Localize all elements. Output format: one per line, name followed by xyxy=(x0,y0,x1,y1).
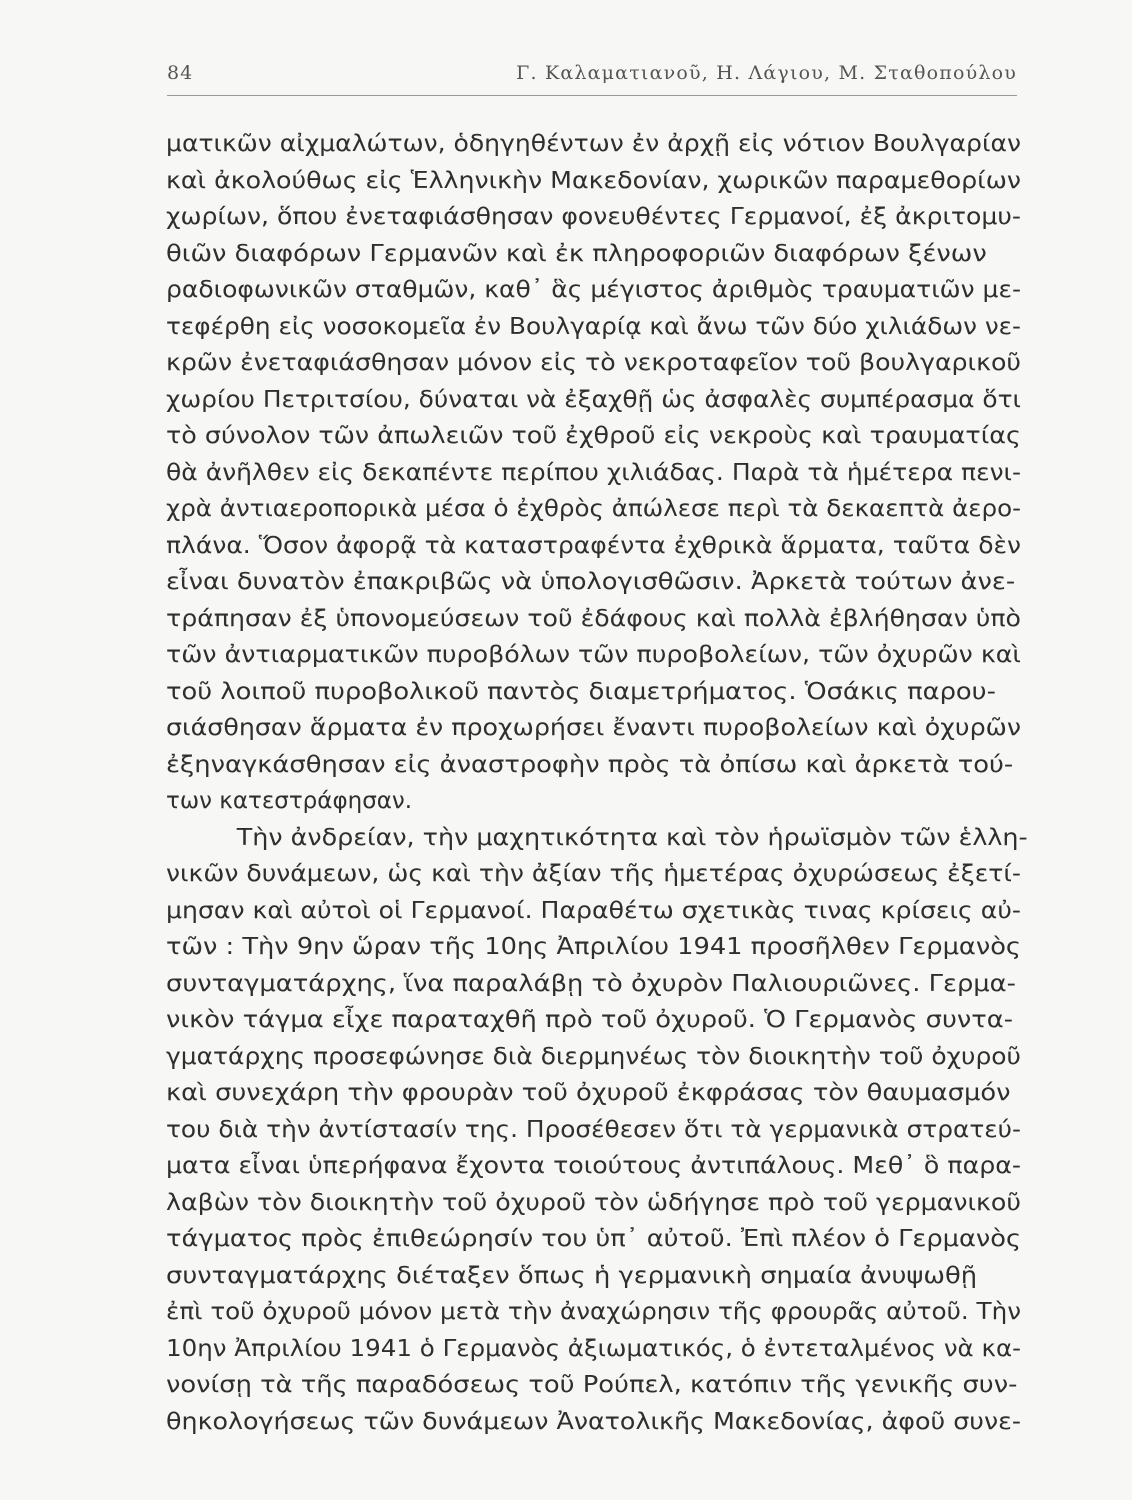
text-line: καὶ συνεχάρη τὴν φρουρὰν τοῦ ὀχυροῦ ἐκφράσας τὸν θαυμασμόν xyxy=(166,1080,1011,1106)
page-header xyxy=(167,58,1017,92)
body-text xyxy=(166,126,1026,1440)
text-line: τῶν ἀντιαρματικῶν πυροβόλων τῶν πυροβολείων, τῶν ὀχυρῶν καὶ xyxy=(166,642,1021,668)
text-line: τῶν : Τὴν 9ην ὥραν τῆς 10ης Ἀπριλίου 1941 προσῆλθεν Γερμανὸς xyxy=(166,934,1022,960)
header-rule xyxy=(167,95,1017,96)
text-line: θιῶν διαφόρων Γερμανῶν καὶ ἐκ πληροφοριῶν διαφόρων ξένων xyxy=(166,240,987,267)
text-line: ἐπὶ τοῦ ὀχυροῦ μόνον μετὰ τὴν ἀναχώρησιν τῆς φρουρᾶς αὐτοῦ. Τὴν xyxy=(166,1299,1021,1325)
text-line: ματα εἶναι ὑπερήφανα ἔχοντα τοιούτους ἀντιπάλους. Μεθ᾽ ὃ παρα- xyxy=(166,1153,1021,1179)
text-line: γματάρχης προσεφώνησε διὰ διερμηνέως τὸν διοικητὴν τοῦ ὀχυροῦ xyxy=(166,1043,1021,1070)
text-line: τὸ σύνολον τῶν ἀπωλειῶν τοῦ ἐχθροῦ εἰς νεκροὺς καὶ τραυματίας xyxy=(166,423,1021,449)
text-line: 10ην Ἀπριλίου 1941 ὁ Γερμανὸς ἀξιωματικός, ὁ ἐντεταλμένος νὰ κα- xyxy=(166,1335,1022,1362)
text-line: χωρίων, ὅπου ἐνεταφιάσθησαν φονευθέντες Γερμανοί, ἐξ ἀκριτομυ- xyxy=(166,204,1021,230)
text-line: τεφέρθη εἰς νοσοκομεῖα ἐν Βουλγαρίᾳ καὶ ἄνω τῶν δύο χιλιάδων νε- xyxy=(166,313,1022,340)
text-line: εἶναι δυνατὸν ἐπακριβῶς νὰ ὑπολογισθῶσιν. Ἀρκετὰ τούτων ἀνε- xyxy=(166,569,1016,595)
text-line: νικὸν τάγμα εἶχε παραταχθῆ πρὸ τοῦ ὀχυροῦ. Ὁ Γερμανὸς συντα- xyxy=(166,1007,1014,1033)
text-line: τράπησαν ἐξ ὑπονομεύσεων τοῦ ἐδάφους καὶ πολλὰ ἐβλήθησαν ὑπὸ xyxy=(166,605,1021,632)
text-line: λαβὼν τὸν διοικητὴν τοῦ ὀχυροῦ τὸν ὡδήγησε πρὸ τοῦ γερμανικοῦ xyxy=(166,1189,1021,1216)
text-line: συνταγματάρχης, ἵνα παραλάβῃ τὸ ὀχυρὸν Παλιουριῶνες. Γερμα- xyxy=(166,970,1016,997)
text-line: νικῶν δυνάμεων, ὡς καὶ τὴν ἀξίαν τῆς ἡμετέρας ὀχυρώσεως ἐξετί- xyxy=(166,861,1021,887)
text-line: χρὰ ἀντιαεροπορικὰ μέσα ὁ ἐχθρὸς ἀπώλεσε περὶ τὰ δεκαεπτὰ ἀερο- xyxy=(166,496,1022,522)
paragraph-start-line: Τὴν ἀνδρείαν, τὴν μαχητικότητα καὶ τὸν ἡρωϊσμὸν τῶν ἑλλη- xyxy=(236,824,1028,851)
text-line: θὰ ἀνῆλθεν εἰς δεκαπέντε περίπου χιλιάδας. Παρὰ τὰ ἡμέτερα πενι- xyxy=(166,459,1022,486)
text-line: πλάνα. Ὅσον ἀφορᾷ τὰ καταστραφέντα ἐχθρικὰ ἅρματα, ταῦτα δὲν xyxy=(166,532,1022,559)
page-number: 84 xyxy=(167,62,194,84)
text-line: ἐξηναγκάσθησαν εἰς ἀναστροφὴν πρὸς τὰ ὀπίσω καὶ ἀρκετὰ τού- xyxy=(166,751,1014,778)
text-line: μησαν καὶ αὐτοὶ οἱ Γερμανοί. Παραθέτω σχετικὰς τινας κρίσεις αὐ- xyxy=(166,897,1021,924)
text-line: ματικῶν αἰχμαλώτων, ὁδηγηθέντων ἐν ἀρχῇ εἰς νότιον Βουλγαρίαν xyxy=(166,131,1021,157)
text-line: του διὰ τὴν ἀντίστασίν της. Προσέθεσεν ὅτι τὰ γερμανικὰ στρατεύ- xyxy=(166,1116,1021,1143)
text-line: κρῶν ἐνεταφιάσθησαν μόνον εἰς τὸ νεκροταφεῖον τοῦ βουλγαρικοῦ xyxy=(166,350,1021,376)
text-line: νονίσῃ τὰ τῆς παραδόσεως τοῦ Ρούπελ, κατόπιν τῆς γενικῆς συν- xyxy=(166,1372,1018,1398)
text-line: καὶ ἀκολούθως εἰς Ἑλληνικὴν Μακεδονίαν, χωρικῶν παραμεθορίων xyxy=(166,167,1021,194)
text-line: συνταγματάρχης διέταξεν ὅπως ἡ γερμανικὴ σημαία ἀνυψωθῇ xyxy=(166,1262,978,1289)
running-head: Γ. Καλαματιανοῦ, Η. Λάγιου, Μ. Σταθοπούλου xyxy=(516,62,1017,84)
text-line: τοῦ λοιποῦ πυροβολικοῦ παντὸς διαμετρήματος. Ὁσάκις παρου- xyxy=(166,678,996,705)
text-line: θηκολογήσεως τῶν δυνάμεων Ἀνατολικῆς Μακεδονίας, ἀφοῦ συνε- xyxy=(166,1408,1021,1435)
text-line: σιάσθησαν ἅρματα ἐν προχωρήσει ἔναντι πυροβολείων καὶ ὀχυρῶν xyxy=(166,715,1021,741)
text-line: τάγματος πρὸς ἐπιθεώρησίν του ὑπ᾽ αὐτοῦ. Ἐπὶ πλέον ὁ Γερμανὸς xyxy=(166,1226,1022,1252)
paragraph-end-line: των κατεστράφησαν. xyxy=(166,788,413,814)
text-line: χωρίου Πετριτσίου, δύναται νὰ ἐξαχθῇ ὡς ἀσφαλὲς συμπέρασμα ὅτι xyxy=(166,386,1021,413)
text-line: ραδιοφωνικῶν σταθμῶν, καθ᾽ ἃς μέγιστος ἀριθμὸς τραυματιῶν με- xyxy=(166,277,1021,303)
